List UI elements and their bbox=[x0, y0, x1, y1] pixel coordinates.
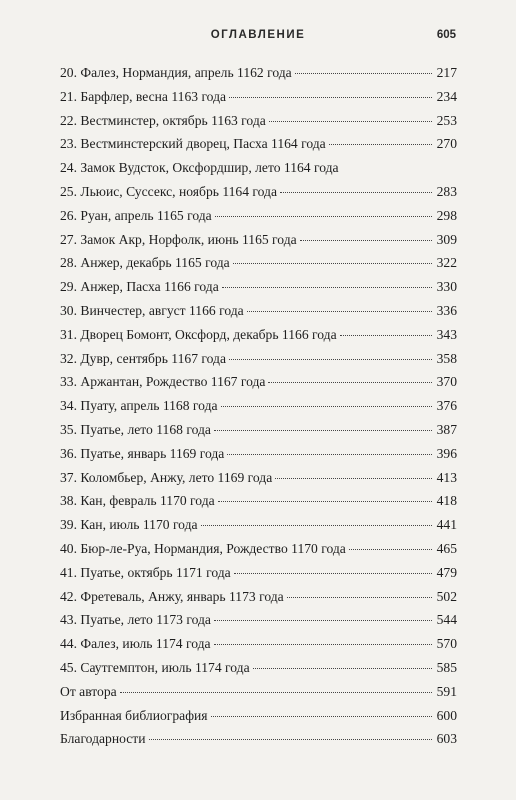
dot-leader bbox=[295, 73, 432, 74]
toc-entry bbox=[60, 228, 457, 252]
toc-entry bbox=[60, 680, 457, 704]
toc-entry bbox=[60, 370, 457, 394]
dot-leader bbox=[253, 668, 432, 669]
toc-entry-page: 253 bbox=[436, 112, 457, 128]
toc-entry-page: 309 bbox=[436, 231, 457, 247]
toc-entry bbox=[60, 251, 457, 275]
toc-entry bbox=[60, 608, 457, 632]
dot-leader bbox=[349, 549, 432, 550]
toc-entry-title: 26. Руан, апрель 1165 года bbox=[60, 207, 212, 223]
toc-entry-page: 270 bbox=[436, 136, 457, 152]
toc-entry bbox=[60, 561, 457, 585]
dot-leader bbox=[287, 597, 432, 598]
toc-entry-page: 479 bbox=[436, 564, 457, 580]
toc-entry-page: 283 bbox=[436, 183, 457, 199]
toc-entry bbox=[60, 418, 457, 442]
dot-leader bbox=[300, 240, 432, 241]
toc-entry-title: 29. Анжер, Пасха 1166 года bbox=[60, 279, 219, 295]
dot-leader bbox=[275, 478, 432, 479]
dot-leader bbox=[268, 382, 432, 383]
toc-entry bbox=[60, 204, 457, 228]
toc-entry-page: 330 bbox=[436, 279, 457, 295]
toc-entry-page: 336 bbox=[436, 302, 457, 318]
toc-entry bbox=[60, 132, 457, 156]
toc-entry-page: 370 bbox=[436, 374, 457, 390]
dot-leader bbox=[329, 144, 432, 145]
toc-entry-title: Избранная библиография bbox=[60, 707, 208, 723]
table-of-contents bbox=[60, 61, 457, 751]
toc-entry bbox=[60, 85, 457, 109]
toc-entry-page: 217 bbox=[436, 65, 457, 80]
toc-entry-title: 45. Саутгемптон, июль 1174 года bbox=[60, 659, 250, 675]
toc-entry bbox=[60, 180, 457, 204]
toc-entry-title: 36. Пуатье, январь 1169 года bbox=[60, 445, 225, 461]
toc-entry-page: 234 bbox=[436, 88, 457, 104]
toc-entry-page: 387 bbox=[436, 421, 457, 437]
dot-leader bbox=[149, 739, 433, 740]
toc-entry-page: 603 bbox=[436, 731, 457, 747]
section-title: ОГЛАВЛЕНИЕ bbox=[210, 29, 306, 41]
toc-entry bbox=[60, 442, 457, 466]
toc-entry bbox=[60, 347, 457, 371]
toc-entry-title: 33. Аржантан, Рождество 1167 года bbox=[60, 374, 266, 390]
toc-entry bbox=[60, 656, 457, 680]
toc-entry-title: 24. Замок Вудсток, Оксфордшир, лето 1164 года bbox=[60, 160, 339, 176]
dot-leader bbox=[215, 216, 432, 217]
toc-entry bbox=[60, 489, 457, 513]
dot-leader bbox=[201, 525, 432, 526]
dot-leader bbox=[234, 573, 432, 574]
toc-entry bbox=[60, 156, 457, 180]
toc-entry bbox=[60, 299, 457, 323]
toc-entry-title: 22. Вестминстер, октябрь 1163 года bbox=[60, 112, 266, 128]
toc-entry-page: 502 bbox=[436, 588, 457, 604]
toc-entry-title: 30. Винчестер, август 1166 года bbox=[60, 302, 244, 318]
toc-entry-title: 37. Коломбьер, Анжу, лето 1169 года bbox=[60, 469, 273, 485]
dot-leader bbox=[221, 406, 432, 407]
toc-entry-title: 31. Дворец Бомонт, Оксфорд, декабрь 1166 года bbox=[60, 326, 337, 342]
toc-entry-page: 298 bbox=[436, 207, 457, 223]
toc-entry-title: 42. Фретеваль, Анжу, январь 1173 года bbox=[60, 588, 284, 604]
toc-entry-title: 28. Анжер, декабрь 1165 года bbox=[60, 255, 230, 271]
dot-leader bbox=[214, 430, 432, 431]
toc-entry-page: 465 bbox=[436, 540, 457, 556]
toc-entry-page: 570 bbox=[436, 636, 457, 652]
toc-entry-page: 418 bbox=[436, 493, 457, 509]
toc-entry-page: 358 bbox=[436, 350, 457, 366]
dot-leader bbox=[229, 97, 432, 98]
toc-entry-title: 25. Льюис, Суссекс, ноябрь 1164 года bbox=[60, 183, 278, 199]
toc-entry bbox=[60, 513, 457, 537]
toc-entry-title: 39. Кан, июль 1170 года bbox=[60, 517, 198, 533]
toc-entry-title: 34. Пуату, апрель 1168 года bbox=[60, 398, 218, 414]
dot-leader bbox=[227, 454, 432, 455]
toc-entry-title: Благодарности bbox=[60, 731, 146, 747]
toc-entry bbox=[60, 585, 457, 609]
toc-entry bbox=[60, 61, 457, 85]
toc-entry-title: 21. Барфлер, весна 1163 года bbox=[60, 88, 227, 104]
dot-leader bbox=[340, 335, 432, 336]
dot-leader bbox=[120, 692, 432, 693]
page-header bbox=[0, 29, 516, 45]
toc-entry-page: 544 bbox=[436, 612, 457, 628]
toc-entry-title: 41. Пуатье, октябрь 1171 года bbox=[60, 564, 231, 580]
toc-entry-title: 44. Фалез, июль 1174 года bbox=[60, 636, 211, 652]
toc-entry-page: 396 bbox=[436, 445, 457, 461]
toc-entry bbox=[60, 632, 457, 656]
toc-entry bbox=[60, 109, 457, 133]
dot-leader bbox=[214, 620, 432, 621]
toc-entry bbox=[60, 275, 457, 299]
dot-leader bbox=[269, 121, 432, 122]
toc-entry bbox=[60, 466, 457, 490]
dot-leader bbox=[229, 359, 432, 360]
dot-leader bbox=[233, 263, 432, 264]
toc-entry bbox=[60, 323, 457, 347]
dot-leader bbox=[222, 287, 432, 288]
dot-leader bbox=[214, 644, 432, 645]
dot-leader bbox=[280, 192, 432, 193]
toc-entry-title: 32. Дувр, сентябрь 1167 года bbox=[60, 350, 226, 366]
toc-entry-title: 43. Пуатье, лето 1173 года bbox=[60, 612, 211, 628]
toc-entry bbox=[60, 537, 457, 561]
dot-leader bbox=[211, 716, 432, 717]
toc-entry-page: 376 bbox=[436, 398, 457, 414]
toc-entry-page: 441 bbox=[436, 517, 457, 533]
toc-entry-title: 35. Пуатье, лето 1168 года bbox=[60, 421, 211, 437]
toc-entry-title: 23. Вестминстерский дворец, Пасха 1164 года bbox=[60, 136, 326, 152]
dot-leader bbox=[247, 311, 432, 312]
toc-entry-title: 40. Бюр-ле-Руа, Нормандия, Рождество 1170 года bbox=[60, 540, 346, 556]
page-number: 605 bbox=[436, 29, 456, 41]
toc-entry-page: 343 bbox=[436, 326, 457, 342]
toc-entry-page: 322 bbox=[436, 255, 457, 271]
toc-entry-title: 20. Фалез, Нормандия, апрель 1162 года bbox=[60, 65, 292, 80]
toc-entry-page: 591 bbox=[436, 683, 457, 699]
dot-leader bbox=[218, 501, 432, 502]
toc-entry bbox=[60, 727, 457, 751]
toc-entry-page: 585 bbox=[436, 659, 457, 675]
toc-entry-page: 413 bbox=[436, 469, 457, 485]
toc-entry-title: 27. Замок Акр, Норфолк, июнь 1165 года bbox=[60, 231, 297, 247]
toc-entry-title: От автора bbox=[60, 683, 117, 699]
toc-entry-title: 38. Кан, февраль 1170 года bbox=[60, 493, 215, 509]
toc-entry bbox=[60, 394, 457, 418]
toc-entry-page: 600 bbox=[436, 707, 457, 723]
toc-entry bbox=[60, 704, 457, 728]
